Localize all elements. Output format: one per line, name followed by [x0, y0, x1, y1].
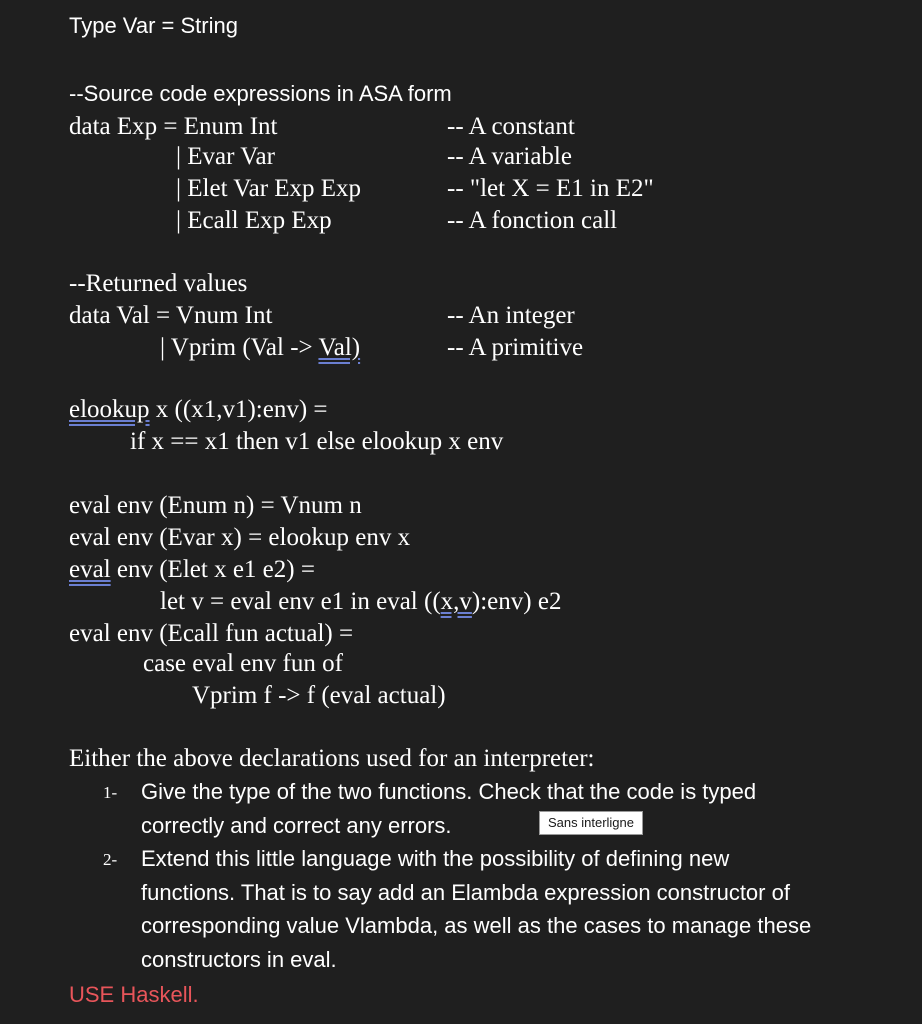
question-2-line-4: constructors in eval.	[141, 947, 337, 972]
exp-decl-line-1: data Exp = Enum Int	[69, 113, 278, 140]
elookup-body: if x == x1 then v1 else elookup x env	[130, 428, 504, 455]
exp-comment-2: -- A variable	[447, 143, 572, 170]
eval-line-4-prefix: let v = eval env e1 in eval ((	[160, 588, 441, 615]
exp-decl-line-3: | Elet Var Exp Exp	[176, 175, 362, 202]
style-tooltip-badge: Sans interligne	[539, 811, 643, 835]
eval-name: eval	[69, 556, 111, 583]
eval-line-2: eval env (Evar x) = elookup env x	[69, 524, 411, 551]
eval-line-1: eval env (Enum n) = Vnum n	[69, 492, 362, 519]
comment-returned-values: --Returned values	[69, 270, 248, 297]
exp-comment-4: -- A fonction call	[447, 207, 618, 234]
eval-line-4-spellcheck: x,v	[440, 588, 472, 615]
comment-source-expressions: --Source code expressions in ASA form	[69, 81, 452, 106]
exp-comment-1: -- A constant	[447, 113, 575, 140]
list-number-2: 2-	[103, 850, 118, 869]
val-decl-spellcheck: Val)	[318, 334, 361, 361]
question-2-line-2: functions. That is to say add an Elambda expression constructor of	[141, 880, 790, 905]
val-comment-2: -- A primitive	[447, 334, 584, 361]
val-decl-line-2	[160, 334, 360, 362]
exp-comment-3: -- "let X = E1 in E2"	[447, 175, 654, 202]
val-decl-prefix: | Vprim (Val ->	[160, 334, 319, 361]
eval-line-7: Vprim f -> f (eval actual)	[192, 682, 446, 709]
question-1-line-1: Give the type of the two functions. Check that the code is typed	[141, 779, 757, 804]
elookup-name: elookup	[69, 396, 150, 423]
val-decl-line-1: data Val = Vnum Int	[69, 302, 273, 329]
eval-line-4-suffix: ):env) e2	[471, 588, 562, 615]
eval-line-3-rest: env (Elet x e1 e2) =	[110, 556, 315, 583]
type-declaration: Type Var = String	[69, 13, 238, 38]
list-number-1: 1-	[103, 783, 118, 802]
question-2-line-3: corresponding value Vlambda, as well as the cases to manage these	[141, 913, 812, 938]
elookup-args: x ((x1,v1):env) =	[149, 396, 328, 423]
question-1-line-2: correctly and correct any errors.	[141, 813, 452, 838]
elookup-signature	[69, 396, 328, 424]
exp-decl-line-2: | Evar Var	[176, 143, 275, 170]
question-intro: Either the above declarations used for an interpreter:	[69, 745, 595, 772]
val-comment-1: -- An integer	[447, 302, 575, 329]
eval-line-3	[69, 556, 315, 584]
exp-decl-line-4: | Ecall Exp Exp	[176, 207, 332, 234]
question-2-line-1: Extend this little language with the possibility of defining new	[141, 846, 730, 871]
eval-line-5: eval env (Ecall fun actual) =	[69, 620, 354, 647]
footer-instruction: USE Haskell.	[69, 982, 199, 1007]
eval-line-6: case eval env fun of	[143, 650, 343, 677]
eval-line-4	[160, 588, 561, 616]
